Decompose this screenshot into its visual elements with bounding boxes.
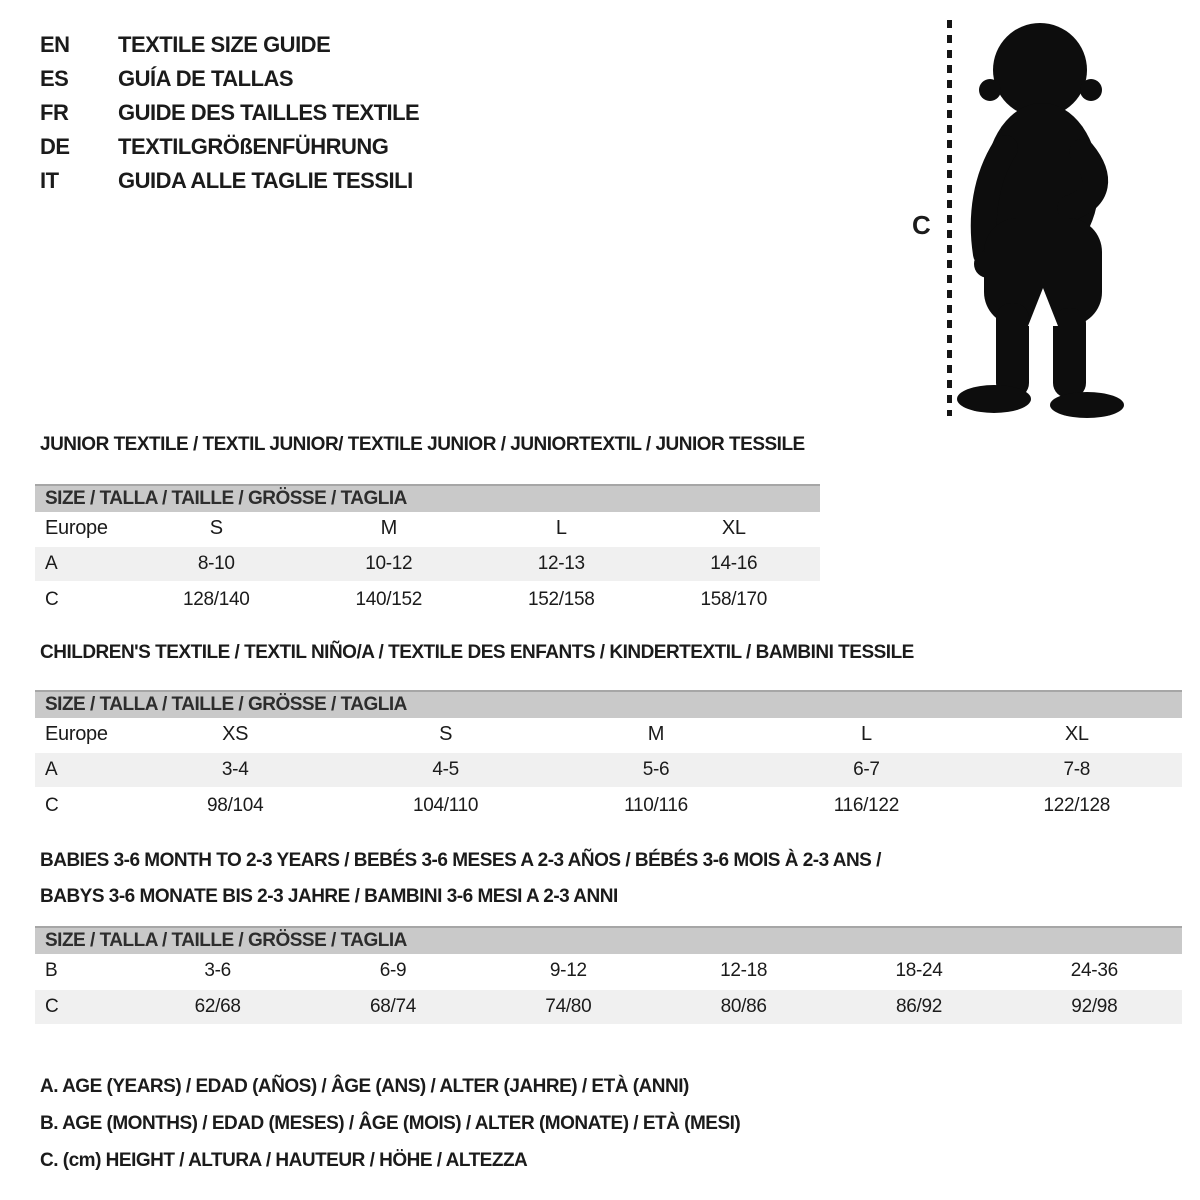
age-value: 7-8 (1063, 759, 1091, 780)
size-col-s: S (209, 517, 223, 539)
age-value: 5-6 (642, 759, 670, 780)
size-header-text: SIZE / TALLA / TAILLE / GRÖSSE / TAGLIA (45, 694, 407, 715)
row-label-c: C (45, 589, 59, 610)
months-value: 12-18 (720, 960, 768, 981)
language-row-en (40, 28, 419, 62)
language-code-es: ES (40, 66, 69, 91)
row-label-b: B (45, 960, 58, 981)
legend-line-a: A. AGE (YEARS) / EDAD (AÑOS) / ÂGE (ANS) / ALTER (JAHRE) / ETÀ (ANNI) (40, 1075, 689, 1097)
months-value: 24-36 (1070, 960, 1118, 981)
language-title-list (40, 28, 419, 198)
babies-size-table-header (35, 926, 1182, 954)
months-value: 18-24 (895, 960, 943, 981)
row-label-c: C (45, 996, 59, 1017)
height-value: 104/110 (413, 795, 479, 816)
row-label-c: C (45, 795, 59, 816)
row-label-a: A (45, 759, 58, 780)
age-value: 6-7 (853, 759, 880, 780)
language-row-es (40, 62, 419, 96)
babies-height-row (35, 990, 1182, 1026)
height-value: 128/140 (182, 589, 250, 610)
junior-age-row (35, 547, 820, 583)
guide-title-it: GUIDA ALLE TAGLIE TESSILI (118, 168, 413, 193)
size-header-text: SIZE / TALLA / TAILLE / GRÖSSE / TAGLIA (45, 488, 407, 509)
age-value: 14-16 (710, 553, 758, 574)
language-code-en: EN (40, 32, 70, 57)
region-label: Europe (45, 723, 108, 745)
children-height-row (35, 789, 1182, 825)
height-value: 92/98 (1071, 996, 1118, 1017)
junior-section-title: JUNIOR TEXTILE / TEXTIL JUNIOR/ TEXTILE JUNIOR / JUNIORTEXTIL / JUNIOR TESSILE (40, 434, 805, 455)
months-value: 6-9 (379, 960, 407, 981)
size-col-xl: XL (721, 517, 746, 539)
language-row-fr (40, 96, 419, 130)
row-label-a: A (45, 553, 58, 574)
babies-months-row (35, 954, 1182, 990)
height-value: 86/92 (895, 996, 943, 1017)
language-row-it (40, 164, 419, 198)
guide-title-en: TEXTILE SIZE GUIDE (118, 32, 331, 57)
age-value: 10-12 (365, 553, 413, 574)
children-europe-row (35, 718, 1182, 753)
children-age-row (35, 753, 1182, 789)
size-col-s: S (439, 723, 453, 745)
region-label: Europe (45, 517, 108, 539)
children-size-table-header (35, 690, 1182, 718)
language-code-it: IT (40, 168, 59, 193)
size-col-m: M (380, 517, 397, 539)
guide-title-de: TEXTILGRÖßENFÜHRUNG (118, 134, 389, 159)
size-col-l: L (860, 723, 872, 745)
height-value: 158/170 (700, 589, 768, 610)
age-value: 8-10 (197, 553, 235, 574)
height-value: 110/116 (624, 795, 688, 816)
height-value: 80/86 (720, 996, 767, 1017)
language-code-fr: FR (40, 100, 69, 125)
size-col-xs: XS (222, 723, 249, 745)
height-value: 98/104 (207, 795, 264, 816)
measurement-legend (40, 1068, 740, 1179)
height-value: 62/68 (194, 996, 241, 1017)
size-col-l: L (555, 517, 567, 539)
height-value: 116/122 (833, 795, 899, 816)
legend-line-c: C. (cm) HEIGHT / ALTURA / HAUTEUR / HÖHE / ALTEZZA (40, 1149, 528, 1171)
height-measure-label: C (912, 210, 931, 240)
toddler-silhouette-icon (950, 18, 1140, 418)
age-value: 3-4 (221, 759, 249, 780)
height-value: 68/74 (369, 996, 417, 1017)
babies-section-title-line1: BABIES 3-6 MONTH TO 2-3 YEARS / BEBÉS 3-6 MESES A 2-3 AÑOS / BÉBÉS 3-6 MOIS À 2-3 ANS / (40, 850, 881, 871)
height-value: 152/158 (527, 589, 595, 610)
height-value: 122/128 (1043, 795, 1111, 816)
junior-height-row (35, 583, 820, 619)
babies-size-table (35, 926, 1182, 1026)
junior-europe-row (35, 512, 820, 547)
months-value: 9-12 (549, 960, 587, 981)
language-row-de (40, 130, 419, 164)
size-col-xl: XL (1064, 723, 1089, 745)
age-value: 4-5 (432, 759, 459, 780)
language-code-de: DE (40, 134, 70, 159)
children-size-table (35, 690, 1182, 825)
junior-size-table-header (35, 484, 820, 512)
legend-line-b: B. AGE (MONTHS) / EDAD (MESES) / ÂGE (MOIS) / ALTER (MONATE) / ETÀ (MESI) (40, 1112, 741, 1134)
size-header-text: SIZE / TALLA / TAILLE / GRÖSSE / TAGLIA (45, 930, 407, 951)
height-value: 74/80 (545, 996, 592, 1017)
guide-title-fr: GUIDE DES TAILLES TEXTILE (118, 100, 420, 125)
size-col-m: M (647, 723, 665, 745)
height-value: 140/152 (355, 589, 423, 610)
babies-section-title-line2: BABYS 3-6 MONATE BIS 2-3 JAHRE / BAMBINI 3-6 MESI A 2-3 ANNI (40, 886, 618, 907)
age-value: 12-13 (537, 553, 585, 574)
children-section-title: CHILDREN'S TEXTILE / TEXTIL NIÑO/A / TEXTILE DES ENFANTS / KINDERTEXTIL / BAMBINI TESSILE (40, 642, 914, 663)
guide-title-es: GUÍA DE TALLAS (118, 66, 294, 91)
junior-size-table (35, 484, 820, 619)
months-value: 3-6 (204, 960, 231, 981)
